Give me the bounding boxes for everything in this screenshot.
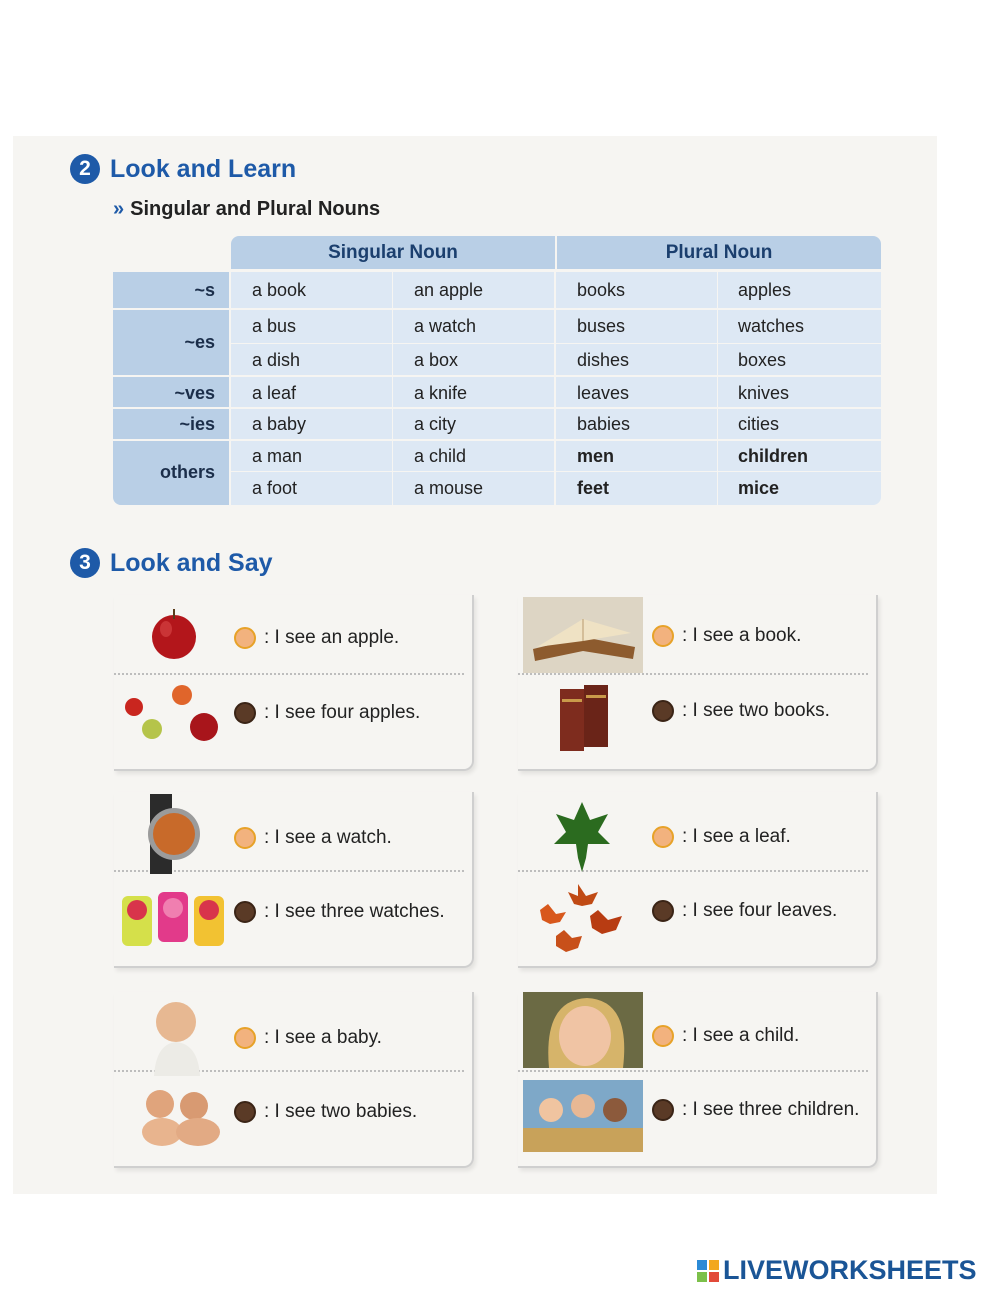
sentence-plural — [652, 1099, 859, 1121]
divider — [554, 272, 556, 505]
sentence-singular — [652, 1025, 799, 1047]
section-2-heading — [70, 154, 296, 184]
subheading — [113, 198, 380, 221]
girl-face-icon — [652, 625, 674, 647]
table-cell: children — [738, 446, 809, 466]
sentence-singular — [652, 826, 791, 848]
table-cell: apples — [738, 280, 792, 300]
section-title: Look and Learn — [110, 154, 297, 183]
watches-image — [118, 888, 230, 950]
nouns-table — [113, 236, 881, 505]
example-card — [114, 992, 474, 1168]
logo-text: LIVEWORKSHEETS — [723, 1255, 977, 1285]
header-singular: Singular Noun — [231, 236, 555, 269]
row-label-column — [113, 272, 229, 505]
table-cell: boxes — [738, 350, 787, 370]
boy-face-icon — [234, 1101, 256, 1123]
row-label: ~ies — [179, 414, 215, 434]
sentence-plural — [234, 1101, 417, 1123]
section-3-heading — [70, 548, 273, 578]
table-cell: babies — [577, 414, 631, 434]
row-label: ~es — [184, 332, 215, 352]
section-number: 2 — [70, 154, 100, 184]
table-cell: a bus — [252, 316, 297, 336]
table-cell: a leaf — [252, 383, 297, 403]
sentence-text: : I see a baby. — [264, 1027, 382, 1048]
table-cell: mice — [738, 478, 780, 498]
liveworksheets-logo — [697, 1255, 977, 1286]
leaves-image — [538, 880, 628, 958]
table-cell: knives — [738, 383, 790, 403]
example-card — [114, 595, 474, 771]
logo-grid-icon — [697, 1260, 719, 1282]
boy-face-icon — [652, 900, 674, 922]
sentence-text: : I see an apple. — [264, 627, 400, 648]
sentence-singular — [234, 627, 399, 649]
sentence-plural — [652, 700, 830, 722]
table-cell: a baby — [252, 414, 307, 434]
table-cell: feet — [577, 478, 610, 498]
example-card — [518, 595, 878, 771]
sentence-plural — [652, 900, 837, 922]
divider — [717, 272, 718, 505]
sentence-singular — [234, 1027, 382, 1049]
example-card — [114, 792, 474, 968]
sentence-text: : I see a book. — [682, 625, 802, 646]
child-image — [523, 992, 643, 1068]
girl-face-icon — [652, 826, 674, 848]
apples-image — [122, 683, 222, 745]
sentence-singular — [652, 625, 801, 647]
table-cell: dishes — [577, 350, 630, 370]
header-plural: Plural Noun — [557, 236, 881, 269]
table-cell: a man — [252, 446, 303, 466]
girl-face-icon — [234, 827, 256, 849]
sentence-text: : I see three watches. — [264, 901, 445, 922]
baby-image — [148, 996, 206, 1076]
divider — [392, 272, 393, 505]
table-cell: a dish — [252, 350, 301, 370]
sentence-singular — [234, 827, 392, 849]
table-header — [231, 236, 881, 269]
double-chevron-icon: » — [113, 198, 125, 220]
example-card — [518, 792, 878, 968]
sentence-text: : I see a child. — [682, 1025, 800, 1046]
table-cell: a city — [414, 414, 457, 434]
table-cell: a knife — [414, 383, 468, 403]
boy-face-icon — [234, 702, 256, 724]
subheading-text: Singular and Plural Nouns — [130, 198, 381, 220]
table-cell: watches — [738, 316, 805, 336]
sentence-text: : I see a leaf. — [682, 826, 791, 847]
apple-image — [150, 605, 198, 661]
dotted-divider — [114, 673, 464, 675]
table-cell: men — [577, 446, 615, 466]
sentence-text: : I see four leaves. — [682, 900, 838, 921]
row-label: others — [159, 462, 215, 482]
children-image — [523, 1080, 643, 1152]
row-label: ~s — [194, 280, 215, 300]
table-cell: cities — [738, 414, 780, 434]
books-image — [558, 685, 610, 751]
sentence-plural — [234, 901, 445, 923]
boy-face-icon — [234, 901, 256, 923]
sentence-text: : I see three children. — [682, 1099, 860, 1120]
divider — [229, 272, 231, 505]
girl-face-icon — [234, 627, 256, 649]
watch-image — [136, 794, 208, 874]
table-cell: an apple — [414, 280, 484, 300]
table-cell: leaves — [577, 383, 630, 403]
table-cell: a child — [414, 446, 467, 466]
section-number: 3 — [70, 548, 100, 578]
table-cell: buses — [577, 316, 626, 336]
boy-face-icon — [652, 700, 674, 722]
sentence-text: : I see two books. — [682, 700, 830, 721]
example-card — [518, 992, 878, 1168]
table-cell: a watch — [414, 316, 477, 336]
section-title: Look and Say — [110, 548, 273, 577]
table-cell: a box — [414, 350, 459, 370]
row-label: ~ves — [174, 383, 215, 403]
table-body — [113, 272, 881, 505]
sentence-text: : I see two babies. — [264, 1101, 418, 1122]
table-cell: a book — [252, 280, 307, 300]
sentence-plural — [234, 702, 420, 724]
table-cell: a foot — [252, 478, 298, 498]
girl-face-icon — [652, 1025, 674, 1047]
sentence-text: : I see four apples. — [264, 702, 421, 723]
boy-face-icon — [652, 1099, 674, 1121]
sentence-text: : I see a watch. — [264, 827, 392, 848]
table-cell: a mouse — [414, 478, 484, 498]
book-image — [523, 597, 643, 673]
girl-face-icon — [234, 1027, 256, 1049]
leaf-image — [552, 800, 612, 872]
dotted-divider — [518, 673, 868, 675]
table-cell: books — [577, 280, 626, 300]
babies-image — [134, 1086, 226, 1148]
dotted-divider — [518, 1070, 868, 1072]
